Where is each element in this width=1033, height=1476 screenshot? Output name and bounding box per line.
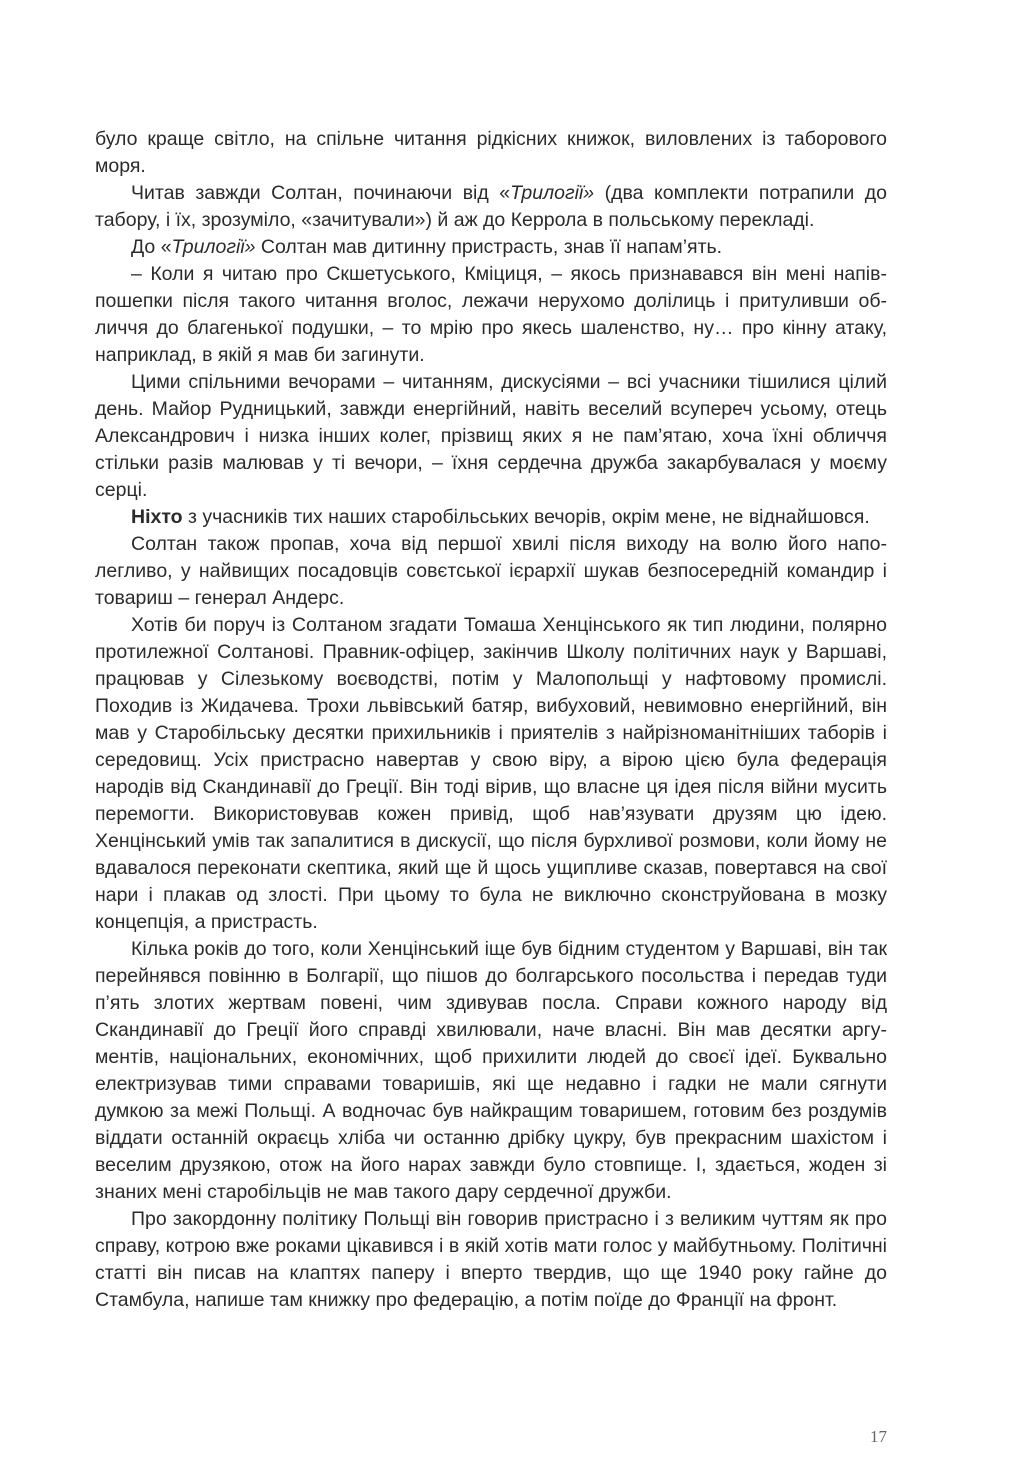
text-run: (два комплекти потрапили до табору, і їх, зрозуміло, «зачитували») й аж до Керрола в польському перекладі. <box>95 182 887 231</box>
paragraph-p9 <box>95 936 887 1206</box>
text-run: Кілька років до того, коли Хенцінський іще був бідним студентом у Варшаві, він так перейнявся повінню в Болгарії, що пішов до болгарського посольства і передав туди п’ять злотих жертвам повені, чим здивував посла. Справи кожного народу від Скандинавії до Греції його справді хвилювали, наче власні. Він мав десятки аргументів, національних, економічних, щоб прихилити людей до своєї ідеї. Буквально електризував тими справами товаришів, які ще недавно і гадки не мали сягнути думкою за межі Польщі. А водночас був найкращим товаришем, готовим без роздумів віддати останній окраєць хліба чи останню дрібку цукру, був прекрасним шахістом і веселим друзякою, отож на його нарах завжди було стовпище. І, здається, жоден зі знаних мені старобільців не мав такого дару сердечної дружби. <box>95 938 887 1203</box>
text-run: Про закордонну політику Польщі він говорив пристрасно і з великим чуттям як про справу, котрою вже роками цікавився і в якій хотів мати голос у майбутньому. Політичні статті він писав на клаптях паперу і вперто твердив, що ще 1940 року гайне до Стамбула, напише там книжку про федерацію, а потім поїде до Франції на фронт. <box>95 1208 887 1311</box>
paragraph-p4 <box>95 261 887 369</box>
text-run: Солтан мав дитинну пристрасть, знав її напам’ять. <box>255 236 723 258</box>
paragraph-p6 <box>95 504 887 531</box>
paragraph-p8 <box>95 612 887 936</box>
paragraph-p10 <box>95 1206 887 1314</box>
paragraph-p1 <box>95 126 887 180</box>
text-run: було краще світло, на спільне читання рідкісних книжок, виловлених із таборового моря. <box>95 128 887 177</box>
text-run: Ніхто <box>131 506 183 528</box>
text-run: Читав завжди Солтан, починаючи від « <box>131 182 511 204</box>
text-run: Хотів би поруч із Солтаном згадати Томаша Хенцінського як тип людини, полярно протилежної Солтанові. Правник-офіцер, закінчив Школу політичних наук у Варшаві, працював у Сілезькому воєводстві, потім у Малопольщі у нафтовому промислі. Походив із Жидачева. Трохи львівський батяр, вибуховий, невимовно енергійний, він мав у Старобільську десятки прихильників і приятелів з найрізноманітніших таборів і середовищ. Усіх пристрасно навертав у свою віру, а вірою цією була федерація народів від Скандинавії до Греції. Він тоді вірив, що власне ця ідея після війни мусить перемогти. Використовував кожен привід, щоб нав’язувати друзям цю ідею. Хенцінський умів так запалитися в дискусії, що після бурхливої розмови, коли йому не вдавалося переконати скептика, який ще й щось ущипливе сказав, повертався на свої нари і плакав од злості. При цьому то була не виключно сконструйована в мозку концепція, а пристрасть. <box>95 614 887 933</box>
paragraph-p7 <box>95 531 887 612</box>
text-run: з учасників тих наших старобільських вечорів, окрім мене, не віднайшовся. <box>182 506 870 528</box>
text-run: Солтан також пропав, хоча від першої хвилі після виходу на волю його наполегливо, у найвищих посадовців совєтської ієрархії шукав безпосередній командир і товариш – генерал Андерс. <box>95 533 887 609</box>
paragraph-p5 <box>95 369 887 504</box>
text-run: До « <box>131 236 172 258</box>
page-number: 17 <box>870 1427 887 1446</box>
text-run: Цими спільними вечорами – читанням, дискусіями – всі учасники тішилися цілий день. Майор Рудницький, завжди енергійний, навіть веселий всупереч усьому, отець Александрович і низка інших колег, прізвищ яких я не пам’ятаю, хоча їхні обличчя стільки разів малював у ті вечори, – їхня сердечна дружба закарбувалася у моєму серці. <box>95 371 887 501</box>
paragraph-p3 <box>95 234 887 261</box>
text-run: Трилогії» <box>171 236 256 258</box>
text-run: Трилогії» <box>510 182 595 204</box>
page-body <box>95 126 887 1314</box>
text-run: – Коли я читаю про Скшетуського, Кміциця, – якось признавався він мені напівпошепки після такого читання вголос, лежачи нерухомо долілиць і притуливши обличчя до благенької подушки, – то мрію про якесь шаленство, ну… про кінну атаку, наприклад, в якій я мав би загинути. <box>95 263 887 366</box>
paragraph-p2 <box>95 180 887 234</box>
